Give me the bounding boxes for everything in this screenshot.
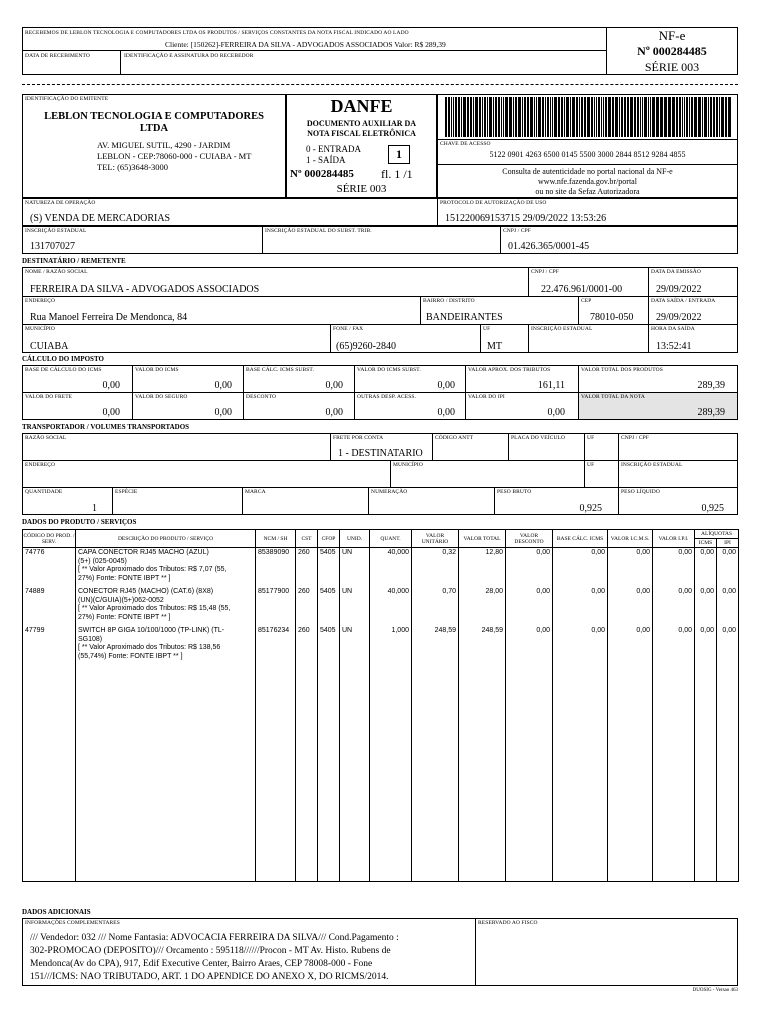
prod-vipi: 0,00 [653, 623, 695, 881]
prod-unid: UN [340, 548, 370, 585]
barcode-bar [591, 97, 593, 137]
prod-aicms: 0,00 [695, 623, 717, 881]
info-l2: 302-PROMOCAO (DEPOSITO)/// Orcamento : 595118//////Procon - MT Av. Histo. Rubens de [30, 946, 391, 956]
barcode-bar [672, 97, 675, 137]
dest-cep-label: CEP [581, 298, 592, 304]
barcode-bar [619, 97, 620, 137]
barcode-bar [482, 97, 483, 137]
barcode-bar [652, 97, 655, 137]
barcode-bar [445, 97, 447, 137]
transp-razao-label: RAZÃO SOCIAL [25, 435, 67, 441]
barcode-bar [515, 97, 517, 137]
col-vdesc: VALOR DESCONTO [506, 530, 553, 548]
prod-aipi: 0,00 [717, 623, 739, 881]
barcode-bar [708, 97, 709, 137]
desconto: 0,00 [325, 407, 343, 418]
prod-descricao [76, 623, 256, 881]
barcode-bar [686, 97, 688, 137]
prod-vipi: 0,00 [653, 584, 695, 623]
emitente-endereco-l2: LEBLON - CEP:78060-000 - CUIABA - MT [97, 151, 252, 161]
chave-valor: 5122 0901 4263 6500 0145 5500 3000 2844 8512 9284 4855 [489, 150, 686, 159]
prod-aicms: 0,00 [695, 584, 717, 623]
col-aipi: IPI [717, 539, 739, 548]
transp-cnpj-label: CNPJ / CPF [621, 435, 649, 441]
table-row [23, 584, 739, 623]
danfe-title: DANFE [330, 96, 393, 116]
barcode-image [445, 97, 735, 137]
rodape: DUOSIG - Versao 463 [692, 988, 738, 993]
col-cst: CST [296, 530, 318, 548]
prod-ncm: 85176234 [256, 623, 296, 881]
barcode-bar [704, 97, 707, 137]
barcode-bar [684, 97, 685, 137]
prod-cfop: 5405 [318, 623, 340, 881]
cnpj-emit-label: CNPJ / CPF [503, 228, 531, 234]
barcode-bar [594, 97, 595, 137]
data-recebimento-label: DATA DE RECEBIMENTO [25, 53, 90, 59]
bc-st-label: BASE CÁLC. ICMS SUBST. [246, 367, 314, 373]
dest-cnpj: 22.476.961/0001-00 [541, 284, 623, 295]
chave-label: CHAVE DE ACESSO [440, 141, 491, 147]
prod-vdesc: 0,00 [506, 623, 553, 881]
barcode-bar [530, 97, 533, 137]
info-l4: 151///ICMS: NAO TRIBUTADO, ART. 1 DO APENDICE DO ANEXO X, DO RICMS/2014. [30, 972, 389, 982]
barcode-bar [448, 97, 450, 137]
barcode-bar [536, 97, 537, 137]
prod-cst: 260 [296, 548, 318, 585]
cnpj-emit-valor: 01.426.365/0001-45 [508, 241, 590, 252]
transp-numeracao-label: NUMERAÇÃO [371, 489, 408, 495]
prod-desc-l3: [ ** Valor Aproximado dos Tributos: R$ 138,56 [78, 644, 221, 651]
barcode-bar [542, 97, 544, 137]
barcode-bar [547, 97, 549, 137]
barcode-bar [676, 97, 678, 137]
barcode-bar [495, 97, 497, 137]
barcode-bar [679, 97, 681, 137]
barcode-bar [473, 97, 474, 137]
emitente-nome-l2: LTDA [139, 123, 169, 134]
ipi: 0,00 [547, 407, 565, 418]
table-row [23, 623, 739, 881]
transportador-title: TRANSPORTADOR / VOLUMES TRANSPORTADOS [22, 423, 190, 431]
barcode-bar [608, 97, 611, 137]
danfe-sub2: NOTA FISCAL ELETRÔNICA [307, 129, 416, 138]
prod-cst: 260 [296, 584, 318, 623]
transp-endereco-label: ENDEREÇO [25, 462, 56, 468]
total-prod-label: VALOR TOTAL DOS PRODUTOS [581, 367, 663, 373]
dest-bairro-label: BAIRRO / DISTRITO [423, 298, 475, 304]
seguro: 0,00 [214, 407, 232, 418]
transp-peso-liq-label: PESO LÍQUIDO [621, 489, 660, 495]
dest-emissao: 29/09/2022 [656, 284, 702, 295]
barcode-bar [538, 97, 541, 137]
dest-uf-label: UF [483, 326, 491, 332]
emitente-label: IDENTIFICAÇÃO DO EMITENTE [25, 96, 109, 102]
barcode-bar [463, 97, 466, 137]
ipi-label: VALOR DO IPI [468, 394, 505, 400]
transp-frete-label: FRETE POR CONTA [333, 435, 384, 441]
prod-vunit: 0,32 [412, 548, 459, 585]
barcode-bar [451, 97, 452, 137]
barcode-bar [493, 97, 494, 137]
barcode-bar [467, 97, 469, 137]
prod-codigo: 47799 [23, 623, 76, 881]
barcode-bar [650, 97, 651, 137]
barcode-bar [615, 97, 618, 137]
dest-bairro: BANDEIRANTES [426, 312, 503, 323]
dest-fone-label: FONE / FAX [333, 326, 364, 332]
barcode-bar [453, 97, 454, 137]
barcode-bar [458, 97, 460, 137]
barcode-bar [561, 97, 563, 137]
outras-label: OUTRAS DESP. ACESS. [357, 394, 417, 400]
consulta-l2: www.nfe.fazenda.gov.br/portal [538, 177, 637, 186]
prod-desc-l2: SG108) [78, 635, 103, 643]
prod-descricao [76, 584, 256, 623]
produtos-table [22, 529, 739, 882]
dest-cnpj-label: CNPJ / CPF [531, 269, 559, 275]
transp-marca-label: MARCA [245, 489, 266, 495]
barcode-bar [598, 97, 600, 137]
dest-hora-label: HORA DA SAÍDA [651, 326, 695, 332]
barcode-bar [596, 97, 597, 137]
prod-vtotal: 28,00 [459, 584, 506, 623]
barcode-bar [682, 97, 683, 137]
dest-ie-label: INSCRIÇÃO ESTADUAL [531, 326, 593, 332]
barcode-bar [534, 97, 535, 137]
transp-peso-bruto: 0,925 [579, 503, 602, 514]
canhoto-numero: Nº 000284485 [637, 44, 707, 58]
prod-vtotal: 248,59 [459, 623, 506, 881]
prod-codigo: 74776 [23, 548, 76, 585]
barcode-bar [728, 97, 731, 137]
prod-cfop: 5405 [318, 548, 340, 585]
prod-desc-l2: (5+) (025-0045) [78, 557, 127, 565]
col-aicms: ICMS [695, 539, 717, 548]
barcode-bar [558, 97, 560, 137]
protocolo-valor: 151220069153715 29/09/2022 13:53:26 [445, 213, 607, 224]
tributos-label: VALOR APROX. DOS TRIBUTOS [468, 367, 551, 373]
barcode-bar [716, 97, 718, 137]
barcode-bar [475, 97, 478, 137]
emitente-telefone: TEL: (65)3648-3000 [97, 162, 169, 172]
dest-hora: 13:52:41 [656, 341, 692, 352]
barcode-bar [470, 97, 472, 137]
col-quant: QUANT. [370, 530, 412, 548]
transp-especie-label: ESPÉCIE [115, 489, 138, 495]
bc-icms-label: BASE DE CÁLCULO DO ICMS [25, 367, 102, 373]
transp-uf-label: UF [587, 435, 595, 441]
prod-cst: 260 [296, 623, 318, 881]
seguro-label: VALOR DO SEGURO [135, 394, 188, 400]
prod-bc: 0,00 [553, 584, 608, 623]
info-l1: /// Vendedor: 032 /// Nome Fantasia: ADVOCACIA FERREIRA DA SILVA/// Cond.Pagamento : [30, 933, 399, 943]
prod-desc-l4: 27%) Fonte: FONTE IBPT ** ] [78, 574, 171, 582]
col-bc: BASE CÁLC. ICMS [553, 530, 608, 548]
barcode-bar [487, 97, 488, 137]
barcode-bar [518, 97, 521, 137]
bc-icms: 0,00 [102, 380, 120, 391]
transp-frete: 1 - DESTINATARIO [338, 448, 423, 459]
outras: 0,00 [437, 407, 455, 418]
barcode-bar [501, 97, 502, 137]
danfe-saida: 1 - SAÍDA [306, 155, 346, 165]
desconto-label: DESCONTO [246, 394, 277, 400]
tributos: 161,11 [537, 380, 565, 391]
barcode-bar [634, 97, 636, 137]
frete: 0,00 [102, 407, 120, 418]
transp-uf2-label: UF [587, 462, 595, 468]
transp-peso-bruto-label: PESO BRUTO [497, 489, 532, 495]
prod-desc-l1: CAPA CONECTOR RJ45 MACHO (AZUL) [78, 549, 209, 556]
barcode-bar [498, 97, 500, 137]
prod-desc-l1: SWITCH 8P GIGA 10/100/1000 (TP-LINK) (TL- [78, 627, 225, 634]
table-row [23, 548, 739, 585]
barcode-bar [621, 97, 623, 137]
prod-vunit: 248,59 [412, 623, 459, 881]
barcode-bar [545, 97, 546, 137]
emitente-nome-l1: LEBLON TECNOLOGIA E COMPUTADORES [44, 111, 264, 122]
prod-vipi: 0,00 [653, 548, 695, 585]
canhoto-cliente: Cliente: [150262]-FERREIRA DA SILVA - ADVOGADOS ASSOCIADOS Valor: R$ 289,39 [165, 40, 446, 49]
barcode-bar [637, 97, 639, 137]
prod-desc-l1: CONECTOR RJ45 (MACHO) (CAT.6) (8X8) [78, 588, 214, 595]
barcode-bar [691, 97, 693, 137]
barcode-bar [612, 97, 614, 137]
danfe-serie: SÉRIE 003 [336, 183, 387, 195]
barcode-bar [479, 97, 481, 137]
protocolo-label: PROTOCOLO DE AUTORIZAÇÃO DE USO [440, 200, 547, 206]
prod-vunit: 0,70 [412, 584, 459, 623]
barcode-bar [603, 97, 604, 137]
barcode-bar [719, 97, 720, 137]
dest-nome-label: NOME / RAZÃO SOCIAL [25, 269, 88, 275]
transp-antt-label: CÓDIGO ANTT [435, 435, 474, 441]
transp-ie-label: INSCRIÇÃO ESTADUAL [621, 462, 683, 468]
barcode-bar [484, 97, 486, 137]
prod-ncm: 85177900 [256, 584, 296, 623]
identificacao-recebedor-label: IDENTIFICAÇÃO E ASSINATURA DO RECEBEDOR [124, 53, 254, 59]
barcode-bar [644, 97, 647, 137]
barcode-bar [630, 97, 633, 137]
barcode-bar [605, 97, 607, 137]
danfe-folha: fl. 1 /1 [381, 167, 413, 181]
barcode-bar [587, 97, 590, 137]
prod-desc-l3: [ ** Valor Aproximado dos Tributos: R$ 15,48 (55, [78, 605, 231, 612]
prod-quant: 40,000 [370, 548, 412, 585]
danfe-sub1: DOCUMENTO AUXILIAR DA [306, 119, 417, 128]
barcode-bar [713, 97, 715, 137]
prod-aipi: 0,00 [717, 548, 739, 585]
canhoto-serie: SÉRIE 003 [644, 60, 700, 74]
prod-vdesc: 0,00 [506, 548, 553, 585]
dest-endereco-label: ENDEREÇO [25, 298, 56, 304]
prod-cfop: 5405 [318, 584, 340, 623]
barcode-bar [656, 97, 659, 137]
col-descricao: DESCRIÇÃO DO PRODUTO / SERVIÇO [76, 530, 256, 548]
barcode-bar [455, 97, 457, 137]
prod-aicms: 0,00 [695, 548, 717, 585]
barcode-bar [566, 97, 569, 137]
info-l3: Mendonca(Av do CPA), 917, Edif Executive Center, Bairro Araes, CEP 78008-000 - Fone [30, 959, 373, 969]
barcode-bar [554, 97, 557, 137]
prod-vicms: 0,00 [608, 623, 653, 881]
col-codigo: CÓDIGO DO PROD. / SERV. [23, 530, 76, 548]
danfe-tipo-box [388, 145, 410, 164]
prod-vicms: 0,00 [608, 548, 653, 585]
consulta-l3: ou no site da Sefaz Autorizadora [535, 187, 640, 196]
canhoto-text: RECEBEMOS DE LEBLON TECNOLOGIA E COMPUTADORES LTDA OS PRODUTOS / SERVIÇOS CONSTANTES DA NOTA FISCAL INDICADO AO LADO [25, 30, 409, 36]
col-vipi: VALOR I.P.I. [653, 530, 695, 548]
barcode-bar [527, 97, 529, 137]
total-nota: 289,39 [697, 407, 725, 418]
adicionais-title: DADOS ADICIONAIS [22, 908, 91, 916]
dest-endereco: Rua Manoel Ferreira De Mendonca, 84 [30, 312, 188, 323]
prod-ncm: 85389090 [256, 548, 296, 585]
barcode-bar [489, 97, 492, 137]
barcode-bar [664, 97, 667, 137]
prod-desc-l2: (UN)(C/GUIA)(5+)062-0052 [78, 596, 164, 604]
dest-saida: 29/09/2022 [656, 312, 702, 323]
total-prod: 289,39 [697, 380, 725, 391]
icms-st-label: VALOR DO ICMS SUBST. [357, 367, 421, 373]
barcode-bar [513, 97, 514, 137]
prod-aipi: 0,00 [717, 584, 739, 623]
barcode-bar [564, 97, 565, 137]
barcode-bar [624, 97, 626, 137]
barcode-bar [702, 97, 703, 137]
total-nota-label: VALOR TOTAL DA NOTA [581, 394, 645, 400]
dest-emissao-label: DATA DA EMISSÃO [651, 269, 701, 275]
barcode-bar [668, 97, 671, 137]
barcode-bar [694, 97, 697, 137]
prod-vdesc: 0,00 [506, 584, 553, 623]
produtos-title: DADOS DO PRODUTO / SERVIÇOS [22, 518, 137, 526]
icms-st: 0,00 [437, 380, 455, 391]
info-label: INFORMAÇÕES COMPLEMENTARES [25, 920, 120, 926]
icms: 0,00 [214, 380, 232, 391]
danfe-numero: Nº 000284485 [290, 168, 354, 180]
prod-vicms: 0,00 [608, 584, 653, 623]
prod-unid: UN [340, 623, 370, 881]
col-unid: UNID. [340, 530, 370, 548]
barcode-bar [584, 97, 586, 137]
transp-qtd: 1 [92, 503, 97, 514]
natureza-valor: (S) VENDA DE MERCADORIAS [30, 213, 171, 224]
prod-unid: UN [340, 584, 370, 623]
barcode-bar [710, 97, 712, 137]
barcode-bar [725, 97, 727, 137]
emitente-endereco-l1: AV. MIGUEL SUTIL, 4290 - JARDIM [97, 140, 231, 150]
col-vtotal: VALOR TOTAL [459, 530, 506, 548]
barcode-bar [503, 97, 504, 137]
prod-codigo: 74889 [23, 584, 76, 623]
col-cfop: CFOP [318, 530, 340, 548]
dest-uf: MT [487, 341, 502, 352]
dest-nome: FERREIRA DA SILVA - ADVOGADOS ASSOCIADOS [30, 284, 260, 295]
icms-label: VALOR DO ICMS [135, 367, 179, 373]
col-vicms: VALOR I.C.M.S. [608, 530, 653, 548]
prod-desc-l4: (55,74%) Fonte: FONTE IBPT ** ] [78, 652, 183, 660]
ie-st-label: INSCRIÇÃO ESTADUAL DO SUBST. TRIB. [265, 228, 372, 234]
prod-quant: 40,000 [370, 584, 412, 623]
barcode-bar [698, 97, 701, 137]
barcode-bar [601, 97, 602, 137]
barcode-bar [461, 97, 462, 137]
barcode-bar [579, 97, 580, 137]
dest-municipio: CUIABA [30, 341, 69, 352]
consulta-l1: Consulta de autenticidade no portal nacional da NF-e [502, 167, 673, 176]
barcode-bar [721, 97, 724, 137]
ie-valor: 131707027 [30, 241, 75, 252]
col-ncm: NCM / SH [256, 530, 296, 548]
transp-placa-label: PLACA DO VEÍCULO [511, 435, 566, 441]
barcode-bar [642, 97, 643, 137]
bc-st: 0,00 [325, 380, 343, 391]
ie-label: INSCRIÇÃO ESTADUAL [25, 228, 87, 234]
dest-fone: (65)9260-2840 [336, 341, 396, 352]
prod-bc: 0,00 [553, 548, 608, 585]
destinatario-title: DESTINATÁRIO / REMETENTE [22, 257, 126, 265]
barcode-bar [524, 97, 526, 137]
barcode-bar [509, 97, 512, 137]
dest-municipio-label: MUNICÍPIO [25, 326, 55, 332]
barcode-bar [640, 97, 641, 137]
ie-box [22, 226, 738, 254]
natureza-label: NATUREZA DE OPERAÇÃO [25, 200, 96, 206]
barcode-bar [576, 97, 578, 137]
transp-qtd-label: QUANTIDADE [25, 489, 63, 495]
fisco-label: RESERVADO AO FISCO [478, 920, 538, 926]
imposto-title: CÁLCULO DO IMPOSTO [22, 355, 104, 363]
danfe-tipo: 1 [396, 147, 402, 161]
transp-peso-liq: 0,925 [701, 503, 724, 514]
barcode-bar [552, 97, 553, 137]
barcode-bar [660, 97, 663, 137]
barcode-bar [505, 97, 508, 137]
col-aliquotas: ALÍQUOTAS [695, 530, 739, 539]
dest-saida-label: DATA SAÍDA / ENTRADA [651, 298, 716, 304]
prod-desc-l4: 27%) Fonte: FONTE IBPT ** ] [78, 613, 171, 621]
danfe-entrada: 0 - ENTRADA [306, 144, 361, 154]
dest-cep: 78010-050 [590, 312, 634, 323]
barcode-bar [570, 97, 571, 137]
barcode-bar [550, 97, 551, 137]
prod-desc-l3: [ ** Valor Aproximado dos Tributos: R$ 7,07 (55, [78, 566, 227, 573]
col-vunit: VALOR UNITÁRIO [412, 530, 459, 548]
barcode-bar [689, 97, 690, 137]
frete-label: VALOR DO FRETE [25, 394, 73, 400]
canhoto-nfe: NF-e [658, 28, 686, 43]
barcode-bar [627, 97, 629, 137]
barcode-bar [648, 97, 649, 137]
barcode-bar [572, 97, 575, 137]
prod-vtotal: 12,80 [459, 548, 506, 585]
barcode-bar [522, 97, 523, 137]
prod-bc: 0,00 [553, 623, 608, 881]
prod-quant: 1,000 [370, 623, 412, 881]
prod-descricao [76, 548, 256, 585]
barcode-bar [581, 97, 583, 137]
transp-municipio-label: MUNICÍPIO [393, 462, 423, 468]
